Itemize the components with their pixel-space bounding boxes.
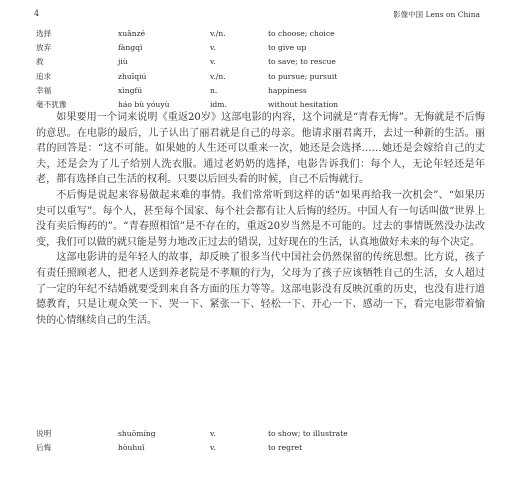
vocab-word: 放弃 [36,43,52,53]
vocab-definition: to save; to rescue [268,57,336,67]
vocab-definition: to give up [268,43,307,53]
vocab-word: 幸福 [36,85,52,95]
vocab-definition: to show; to illustrate [268,429,348,438]
vocab-row [36,70,481,84]
vocab-pinyin: xuǎnzé [118,29,146,38]
vocab-part-of-speech: v. [210,43,216,53]
vocab-word: 追求 [36,71,52,81]
vocab-row [36,84,481,98]
vocab-pinyin: fàngqì [118,43,143,53]
vocab-part-of-speech: v. [210,429,216,438]
vocab-part-of-speech: v. [210,443,216,453]
vocab-part-of-speech: idm. [210,99,227,109]
vocab-pinyin: háo bù yóuyù [118,99,170,109]
vocab-pinyin: hòuhuǐ [118,443,145,453]
vocab-definition: to pursue; pursuit [268,71,338,81]
paragraph: 不后悔是说起来容易做起来难的事情。我们常常听到这样的话“如果再给我一次机会”、“如果历史可以重写”。每个人，甚至每个国家、每个社会都有让人后悔的经历。中国人有一句话叫做“世界上没有卖后悔药的”。“青春照相馆”是不存在的，重返20岁当然是不可能的。过去的事情既然没办法改变，我们可以做的就只能是努力地改正过去的错误，过好现在的生活，认真地做好未来的每个决定。 [36,189,485,248]
vocab-definition: to choose; choice [268,29,335,38]
vocab-part-of-speech: v./n. [210,29,226,38]
vocab-row [36,441,481,455]
vocab-pinyin: zhuīqiú [118,71,147,81]
vocab-pinyin: jiù [118,57,128,67]
article-body [36,110,485,328]
running-head: 影像中国 Lens on China [393,10,480,19]
vocab-definition: without hesitation [268,99,339,109]
vocab-word: 毫不犹豫 [36,99,67,109]
paragraph: 如果要用一个词来说明《重返20岁》这部电影的内容，这个词就是“青春无悔”。无悔就是不后悔的意思。在电影的最后，儿子认出了丽君就是自己的母亲。他请求丽君离开，去过一种新的生活。丽君的回答是：“这不可能。如果她的人生还可以重来一次，她还是会选择……她还是会嫁给自己的丈夫，还是会为了儿子给别人洗衣服。通过老奶奶的选择，电影告诉我们：每个人，无论年轻还是年老，都有选择自己生活的权利。只要以后回头看的时候，自己不后悔就行。 [36,112,485,186]
vocab-part-of-speech: n. [210,85,218,95]
vocab-part-of-speech: v. [210,57,216,67]
vocab-word: 选择 [36,29,52,38]
vocab-word: 后悔 [36,443,52,453]
vocab-row [36,427,481,441]
vocab-part-of-speech: v./n. [210,71,226,81]
vocab-pinyin: shuōmíng [118,429,156,438]
vocab-definition: to regret [268,443,303,453]
paragraph: 这部电影讲的是年轻人的故事，却反映了很多当代中国社会仍然保留的传统思想。比方说，孩子有责任照顾老人，把老人送到养老院是不孝顺的行为，父母为了孩子应该牺牲自己的生活，女人超过了一定的年纪不结婚就要受到来自各方面的压力等等。这部电影没有反映沉重的历史，也没有进行道德教育，只是让观众笑一下、哭一下、紧张一下、轻松一下、开心一下、感动一下，看完电影带着愉快的心情继续自己的生活。 [36,252,485,326]
vocab-word: 救 [36,57,44,67]
vocab-row [36,41,481,55]
vocabulary-list-top [36,27,481,112]
vocab-row [36,27,481,41]
vocab-row [36,55,481,69]
vocab-word: 说明 [36,429,52,438]
vocab-pinyin: xìngfú [118,85,143,95]
vocabulary-list-bottom [36,427,481,455]
vocab-definition: happiness [268,85,307,95]
page-number: 4 [34,9,40,18]
